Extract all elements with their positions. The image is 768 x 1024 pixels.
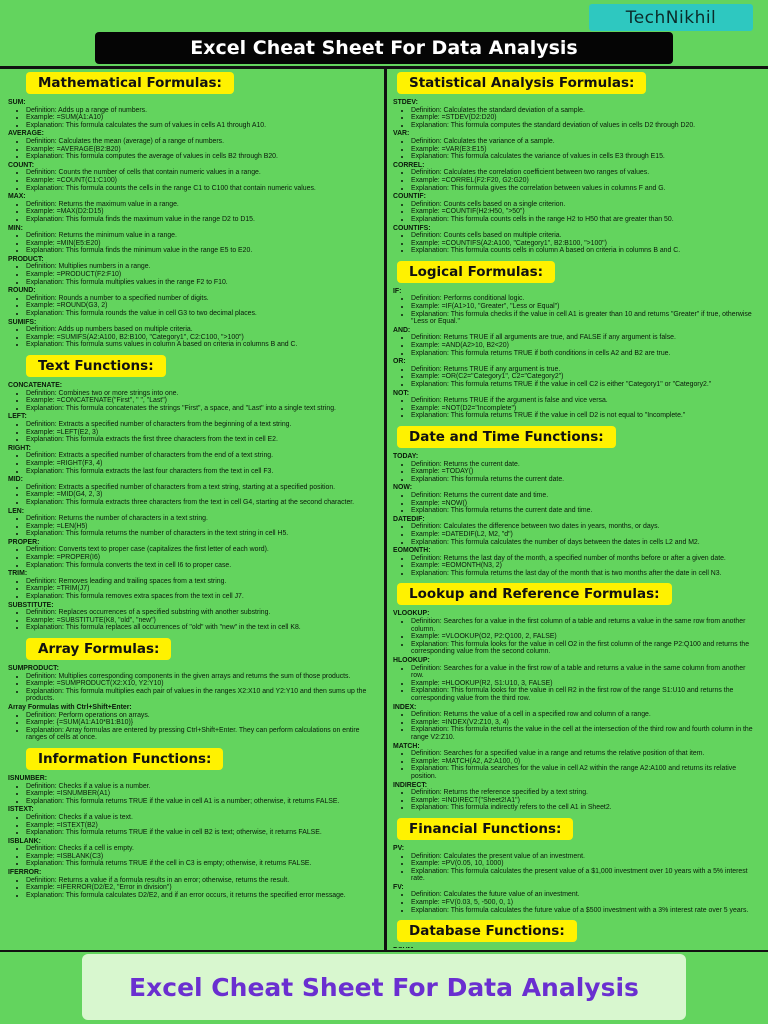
detail-line: • Example: =LEFT(E2, 3): [26, 429, 382, 437]
detail-line: • Definition: Perform operations on arrays.: [26, 712, 382, 720]
detail-line: • Definition: Checks if a cell is empty.: [26, 845, 382, 853]
function-details: [8, 877, 382, 900]
section: [393, 583, 759, 811]
detail-line: • Definition: Multiplies corresponding components in the given arrays and returns the sum of those products.: [26, 673, 382, 681]
function-name: HLOOKUP:: [393, 657, 430, 665]
detail-line: • Explanation: This formula extracts three characters from the text in cell G4, starting at the second character.: [26, 499, 382, 507]
detail-line: • Definition: Calculates the mean (average) of a range of numbers.: [26, 138, 382, 146]
function-details: [8, 515, 382, 538]
section: [393, 426, 759, 578]
detail-line: • Explanation: This formula multiplies each pair of values in the ranges X2:X10 and Y2:Y10 and then sums up the products.: [26, 688, 382, 703]
detail-line: • Explanation: This formula calculates the sum of values in cells A1 through A10.: [26, 122, 382, 130]
detail-line: • Explanation: This formula returns TRUE if the cell in C3 is empty; otherwise, it returns FALSE.: [26, 860, 382, 868]
detail-line: • Example: =ISTEXT(B2): [26, 822, 382, 830]
detail-line: • Explanation: This formula counts cells in column A based on criteria in columns B and C.: [411, 247, 759, 255]
detail-line: • Definition: Multiplies numbers in a range.: [26, 263, 382, 271]
detail-line: • Explanation: This formula returns TRUE if the value in cell B2 is text; otherwise, it returns FALSE.: [26, 829, 382, 837]
detail-line: • Example: =COUNTIFS(A2:A100, "Category1", B2:B100, ">100"): [411, 240, 759, 248]
detail-line: • Explanation: This formula returns TRUE if the value in cell C2 is either "Category1" or "Category2.": [411, 381, 759, 389]
function-name: ISBLANK:: [8, 837, 41, 845]
detail-line: • Example: =PV(0.05, 10, 1000): [411, 860, 759, 868]
function-details: [8, 712, 382, 742]
detail-line: • Explanation: This formula finds the maximum value in the range D2 to D15.: [26, 216, 382, 224]
function-name: SUBSTITUTE:: [8, 601, 54, 609]
detail-line: • Example: =SUM(A1:A10): [26, 114, 382, 122]
detail-line: • Explanation: This formula counts the cells in the range C1 to C100 that contain numeric values.: [26, 185, 382, 193]
detail-line: • Definition: Returns the minimum value in a range.: [26, 232, 382, 240]
section-heading: Mathematical Formulas:: [26, 72, 234, 94]
function-name: FV:: [393, 883, 404, 891]
function-name: COUNTIFS:: [393, 224, 431, 232]
function-details: [393, 750, 759, 780]
detail-line: • Example: =VLOOKUP(O2, P2:Q100, 2, FALSE): [411, 633, 759, 641]
detail-line: • Example: =SUBSTITUTE(K8, "old", "new"): [26, 617, 382, 625]
function-details: [393, 334, 759, 357]
detail-line: • Explanation: This formula looks for the value in cell O2 in the first column of the range P2:Q100 and returns the corresponding value from the second column.: [411, 641, 759, 656]
function-name: SUMPRODUCT:: [8, 665, 59, 672]
function-details: [393, 138, 759, 161]
section-heading: Logical Formulas:: [397, 261, 555, 283]
function-name: OR:: [393, 358, 406, 366]
detail-line: • Definition: Returns the reference specified by a text string.: [411, 789, 759, 797]
detail-line: • Definition: Rounds a number to a specified number of digits.: [26, 295, 382, 303]
detail-line: • Definition: Calculates the standard deviation of a sample.: [411, 107, 759, 115]
function-name: SUM:: [8, 99, 26, 106]
detail-line: • Definition: Calculates the correlation coefficient between two ranges of values.: [411, 169, 759, 177]
detail-line: • Explanation: This formula rounds the value in cell G3 to two decimal places.: [26, 310, 382, 318]
detail-line: • Explanation: This formula computes the standard deviation of values in cells D2 through D20.: [411, 122, 759, 130]
detail-line: • Definition: Replaces occurrences of a specified substring with another substring.: [26, 609, 382, 617]
page-title: Excel Cheat Sheet For Data Analysis: [95, 32, 673, 64]
function-name: LEFT:: [8, 413, 27, 421]
function-name: IF:: [393, 287, 402, 295]
right-column: [393, 72, 759, 948]
detail-line: • Explanation: This formula calculates D2/E2, and if an error occurs, it returns the specified error message.: [26, 892, 382, 900]
function-name: [393, 947, 759, 948]
detail-line: • Example: =MID(G4, 2, 3): [26, 491, 382, 499]
function-name: IFERROR:: [8, 869, 42, 877]
section: [393, 920, 759, 948]
column-divider: [384, 66, 387, 952]
section-heading: Date and Time Functions:: [397, 426, 616, 448]
section-heading: Text Functions:: [26, 355, 166, 377]
detail-line: • Definition: Adds up a range of numbers.: [26, 107, 382, 115]
function-details: [8, 578, 382, 601]
detail-line: • Definition: Extracts a specified number of characters from a text string, starting at a specified position.: [26, 484, 382, 492]
detail-line: • Example: =TRIM(J7): [26, 585, 382, 593]
section-heading: Statistical Analysis Formulas:: [397, 72, 646, 94]
function-name: RIGHT:: [8, 444, 31, 452]
detail-line: • Explanation: This formula calculates the number of days between the dates in cells L2 and M2.: [411, 539, 759, 547]
detail-line: • Example: =AVERAGE(B2:B20): [26, 146, 382, 154]
function-name: COUNT:: [8, 161, 35, 169]
detail-line: • Explanation: This formula finds the minimum value in the range E5 to E20.: [26, 247, 382, 255]
function-details: [393, 295, 759, 325]
function-details: [393, 789, 759, 812]
function-name: MIN:: [8, 224, 23, 232]
function-name: LEN:: [8, 507, 25, 515]
detail-line: • Definition: Counts the number of cells that contain numeric values in a range.: [26, 169, 382, 177]
detail-line: • Example: =FV(0.03, 5, -500, 0, 1): [411, 899, 759, 907]
detail-line: • Example: =STDEV(D2:D20): [411, 114, 759, 122]
function-details: [8, 845, 382, 868]
detail-line: • Example: =INDEX(V2:Z10, 3, 4): [411, 719, 759, 727]
function-details: [8, 138, 382, 161]
detail-line: • Explanation: This formula computes the average of values in cells B2 through B20.: [26, 153, 382, 161]
function-name: VLOOKUP:: [393, 610, 430, 618]
detail-line: • Definition: Checks if a value is a number.: [26, 783, 382, 791]
detail-line: • Example: =MATCH(A2, A2:A100, 0): [411, 758, 759, 766]
detail-line: • Example: =NOW(): [411, 500, 759, 508]
function-name: INDIRECT:: [393, 781, 428, 789]
detail-line: • Example: =NOT(D2="Incomplete"): [411, 405, 759, 413]
detail-line: • Definition: Calculates the difference between two dates in years, months, or days.: [411, 523, 759, 531]
section-heading: Array Formulas:: [26, 638, 171, 660]
detail-line: • Example: =OR(C2="Category1", C2="Category2"): [411, 373, 759, 381]
section: [393, 261, 759, 420]
section: [393, 72, 759, 255]
detail-line: • Explanation: This formula calculates the present value of a $1,000 investment over 10 years with a 5% interest rate.: [411, 868, 759, 883]
detail-line: • Definition: Counts cells based on a single criterion.: [411, 201, 759, 209]
function-details: [393, 665, 759, 703]
function-details: [393, 711, 759, 741]
function-name: ISNUMBER:: [8, 774, 48, 782]
bottom-divider: [0, 950, 768, 952]
section: [8, 638, 382, 742]
detail-line: • Example: =AND(A2>10, B2<20): [411, 342, 759, 350]
function-details: [8, 673, 382, 703]
detail-line: • Definition: Returns TRUE if all arguments are true, and FALSE if any argument is false.: [411, 334, 759, 342]
function-name: COUNTIF:: [393, 193, 426, 201]
function-name: PRODUCT:: [8, 255, 44, 263]
function-name: PV:: [393, 844, 405, 852]
detail-line: • Example: =MIN(E5:E20): [26, 240, 382, 248]
function-details: [393, 555, 759, 578]
detail-line: • Definition: Adds up numbers based on multiple criteria.: [26, 326, 382, 334]
function-name: NOW:: [393, 484, 413, 492]
detail-line: • Example: =CONCATENATE("First", " ", "Last"): [26, 397, 382, 405]
detail-line: • Definition: Returns the number of characters in a text string.: [26, 515, 382, 523]
function-details: [393, 523, 759, 546]
function-details: [393, 169, 759, 192]
detail-line: • Example: =INDIRECT("Sheet2!A1"): [411, 797, 759, 805]
detail-line: • Example: =ISBLANK(C3): [26, 853, 382, 861]
function-name: MAX:: [8, 193, 26, 201]
detail-line: • Definition: Returns a value if a formula results in an error; otherwise, returns the result.: [26, 877, 382, 885]
detail-line: • Example: =HLOOKUP(R2, S1:U10, 3, FALSE): [411, 680, 759, 688]
detail-line: • Definition: Removes leading and trailing spaces from a text string.: [26, 578, 382, 586]
detail-line: • Definition: Returns TRUE if the argument is false and vice versa.: [411, 397, 759, 405]
function-name: CORREL:: [393, 161, 425, 169]
function-details: [393, 366, 759, 389]
function-name: STDEV:: [393, 99, 418, 106]
detail-line: • Example: =SUMPRODUCT(X2:X10, Y2:Y10): [26, 680, 382, 688]
detail-line: • Explanation: This formula returns the current date and time.: [411, 507, 759, 515]
detail-line: • Explanation: This formula returns the number of characters in the text string in cell H5.: [26, 530, 382, 538]
section-heading: Financial Functions:: [397, 818, 573, 840]
detail-line: • Explanation: This formula multiplies values in the range F2 to F10.: [26, 279, 382, 287]
function-details: [8, 814, 382, 837]
function-details: [8, 326, 382, 349]
detail-line: • Explanation: This formula extracts the last four characters from the text in cell F3.: [26, 468, 382, 476]
function-name: MID:: [8, 476, 23, 484]
section: [8, 748, 382, 900]
detail-line: • Example: =ROUND(G3, 2): [26, 302, 382, 310]
section: [8, 72, 382, 349]
detail-line: • Example: =IF(A1>10, "Greater", "Less or Equal"): [411, 303, 759, 311]
detail-line: • Explanation: This formula returns the current date.: [411, 476, 759, 484]
function-name: CONCATENATE:: [8, 382, 63, 389]
function-details: [8, 452, 382, 475]
detail-line: • Definition: Combines two or more strings into one.: [26, 390, 382, 398]
detail-line: • Explanation: This formula sums values in column A based on criteria in columns B and C.: [26, 341, 382, 349]
detail-line: • Definition: Performs conditional logic.: [411, 295, 759, 303]
function-name: DATEDIF:: [393, 515, 425, 523]
detail-line: • Definition: Returns the current date.: [411, 461, 759, 469]
detail-line: • Example: =RIGHT(F3, 4): [26, 460, 382, 468]
detail-line: • Definition: Searches for a specified value in a range and returns the relative position of that item.: [411, 750, 759, 758]
detail-line: • Example: =PROPER(I6): [26, 554, 382, 562]
detail-line: • Example: =DATEDIF(L2, M2, "d"): [411, 531, 759, 539]
detail-line: • Explanation: This formula gives the correlation between values in columns F and G.: [411, 185, 759, 193]
detail-line: • Explanation: This formula removes extra spaces from the text in cell J7.: [26, 593, 382, 601]
detail-line: • Explanation: This formula counts cells in the range H2 to H50 that are greater than 50.: [411, 216, 759, 224]
detail-line: • Definition: Calculates the present value of an investment.: [411, 853, 759, 861]
section: [393, 818, 759, 914]
detail-line: • Definition: Converts text to proper case (capitalizes the first letter of each word).: [26, 546, 382, 554]
detail-line: • Example: =EOMONTH(N3, 2): [411, 562, 759, 570]
detail-line: • Definition: Checks if a value is text.: [26, 814, 382, 822]
detail-line: • Explanation: This formula replaces all occurrences of "old" with "new" in the text in cell K8.: [26, 624, 382, 632]
detail-line: • Explanation: This formula returns the value in the cell at the intersection of the third row and fourth column in the range V2:Z10.: [411, 726, 759, 741]
detail-line: • Explanation: This formula checks if the value in cell A1 is greater than 10 and returns "Greater" if true, otherwise "Less or Equal.": [411, 311, 759, 326]
detail-line: • Example: =IFERROR(D2/E2, "Error in division"): [26, 884, 382, 892]
detail-line: • Example: =LEN(H5): [26, 523, 382, 531]
detail-line: • Explanation: This formula converts the text in cell I6 to proper case.: [26, 562, 382, 570]
detail-line: • Definition: Returns the value of a cell in a specified row and column of a range.: [411, 711, 759, 719]
function-details: [8, 390, 382, 413]
function-name: TRIM:: [8, 570, 28, 578]
detail-line: • Example: =SUMIFS(A2:A100, B2:B100, "Category1", C2:C100, ">100"): [26, 334, 382, 342]
detail-line: • Definition: Calculates the future value of an investment.: [411, 891, 759, 899]
detail-line: • Definition: Searches for a value in the first row of a table and returns a value in the same column from another row.: [411, 665, 759, 680]
function-details: [8, 421, 382, 444]
detail-line: • Example: =TODAY(): [411, 468, 759, 476]
detail-line: • Example: =CORREL(F2:F20, G2:G20): [411, 177, 759, 185]
section-heading: Database Functions:: [397, 920, 577, 942]
function-details: [8, 783, 382, 806]
function-name: EOMONTH:: [393, 547, 431, 555]
detail-line: • Example: =COUNTIF(H2:H50, ">50"): [411, 208, 759, 216]
function-name: VAR:: [393, 130, 410, 138]
detail-line: • Definition: Extracts a specified number of characters from the end of a text string.: [26, 452, 382, 460]
detail-line: • Explanation: This formula searches for the value in cell A2 within the range A2:A100 and returns its relative position.: [411, 765, 759, 780]
detail-line: • Example: =PRODUCT(F2:F10): [26, 271, 382, 279]
detail-line: • Explanation: This formula extracts the first three characters from the text in cell E2.: [26, 436, 382, 444]
function-details: [393, 618, 759, 656]
function-details: [8, 107, 382, 130]
detail-line: • Explanation: This formula calculates the future value of a $500 investment with a 3% interest rate over 5 years.: [411, 907, 759, 915]
function-details: [8, 263, 382, 286]
function-details: [8, 484, 382, 507]
section-heading: Lookup and Reference Formulas:: [397, 583, 672, 605]
function-name: INDEX:: [393, 703, 417, 711]
detail-line: • Explanation: This formula looks for the value in cell R2 in the first row of the range S1:U10 and returns the corresponding value from the third row.: [411, 687, 759, 702]
function-details: [393, 891, 759, 914]
detail-line: • Example: =MAX(D2:D15): [26, 208, 382, 216]
brand-badge: TechNikhil: [589, 4, 753, 31]
function-name: MATCH:: [393, 742, 420, 750]
function-details: [393, 201, 759, 224]
detail-line: • Explanation: This formula indirectly refers to the cell A1 in Sheet2.: [411, 804, 759, 812]
function-details: [393, 492, 759, 515]
function-name: ROUND:: [8, 287, 36, 295]
function-name: Array Formulas with Ctrl+Shift+Enter:: [8, 703, 132, 711]
function-details: [393, 461, 759, 484]
function-name: ISTEXT:: [8, 806, 34, 814]
function-details: [8, 295, 382, 318]
function-name: SUMIFS:: [8, 318, 37, 326]
detail-line: • Example: =COUNT(C1:C100): [26, 177, 382, 185]
detail-line: • Explanation: This formula returns TRUE if the value in cell A1 is a number; otherwise, it returns FALSE.: [26, 798, 382, 806]
detail-line: • Example: {=SUM(A1:A10*B1:B10)}: [26, 719, 382, 727]
section: [8, 355, 382, 632]
function-details: [8, 201, 382, 224]
function-name: PROPER:: [8, 538, 40, 546]
function-details: [8, 609, 382, 632]
section-heading: Information Functions:: [26, 748, 223, 770]
detail-line: • Explanation: This formula returns TRUE if the value in cell D2 is not equal to "Incomplete.": [411, 412, 759, 420]
detail-line: • Explanation: This formula returns the last day of the month that is two months after the date in cell N3.: [411, 570, 759, 578]
detail-line: • Example: =ISNUMBER(A1): [26, 790, 382, 798]
function-details: [8, 546, 382, 569]
detail-line: • Definition: Calculates the variance of a sample.: [411, 138, 759, 146]
detail-line: • Explanation: This formula returns TRUE if both conditions in cells A2 and B2 are true.: [411, 350, 759, 358]
function-details: [8, 232, 382, 255]
detail-line: • Explanation: This formula calculates the variance of values in cells E3 through E15.: [411, 153, 759, 161]
detail-line: • Definition: Returns the last day of the month, a specified number of months before or after a given date.: [411, 555, 759, 563]
footer-banner: Excel Cheat Sheet For Data Analysis: [82, 954, 686, 1020]
detail-line: • Definition: Counts cells based on multiple criteria.: [411, 232, 759, 240]
function-name: AVERAGE:: [8, 130, 44, 138]
detail-line: • Definition: Returns the current date and time.: [411, 492, 759, 500]
function-details: [393, 232, 759, 255]
detail-line: • Definition: Searches for a value in the first column of a table and returns a value in the same row from another column.: [411, 618, 759, 633]
detail-line: • Definition: Returns the maximum value in a range.: [26, 201, 382, 209]
function-details: [8, 169, 382, 192]
function-name: TODAY:: [393, 452, 419, 460]
function-name: AND:: [393, 326, 411, 334]
detail-line: • Example: =VAR(E3:E15): [411, 146, 759, 154]
function-details: [393, 853, 759, 883]
function-details: [393, 107, 759, 130]
detail-line: • Explanation: Array formulas are entered by pressing Ctrl+Shift+Enter. They can perform calculations on entire ranges of cells at once.: [26, 727, 382, 742]
function-name: NOT:: [393, 389, 410, 397]
left-column: [8, 72, 382, 948]
detail-line: • Definition: Extracts a specified number of characters from the beginning of a text string.: [26, 421, 382, 429]
detail-line: • Explanation: This formula concatenates the strings "First", a space, and "Last" into a single text string.: [26, 405, 382, 413]
function-details: [393, 397, 759, 420]
detail-line: • Definition: Returns TRUE if any argument is true.: [411, 366, 759, 374]
